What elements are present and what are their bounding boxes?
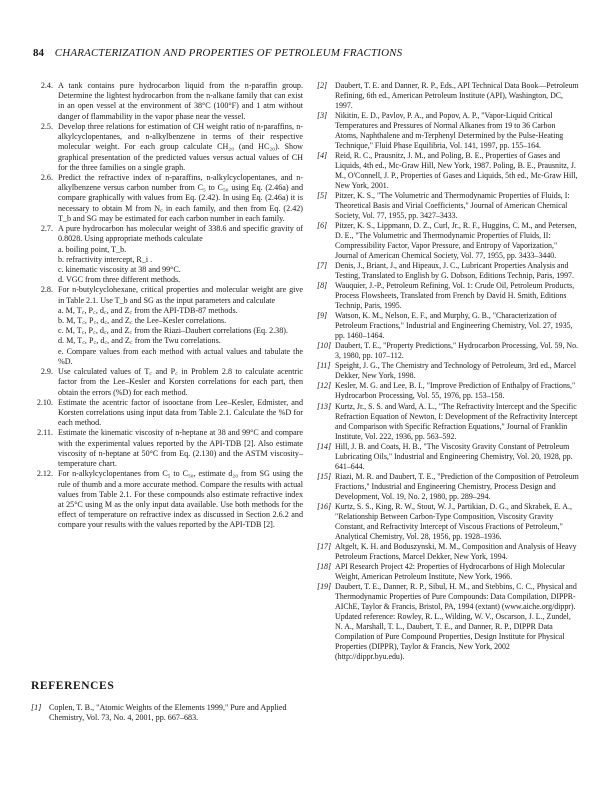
reference-number: [6] [317, 221, 328, 231]
reference-item [317, 151, 579, 191]
reference-number: [12] [317, 381, 332, 391]
reference-number: [18] [317, 561, 332, 571]
reference-number: [2] [317, 81, 328, 90]
problem-number: 2.12. [36, 469, 53, 479]
problem-subitem: c. M, T꜀, P꜀, d꜀, and Z꜀ from the Riazi–Daubert correlations (Eq. 2.38). [58, 326, 288, 336]
problem-text: A pure hydrocarbon has molecular weight of 338.6 and specific gravity of 0.8028. Using appropriate methods calculate [58, 224, 303, 244]
reference-text: Riazi, M. R. and Daubert, T. E., "Prediction of the Composition of Petroleum Fractions," Industrial and Engineering Chemistry, Process Design and Development, Vol. 19, No. 2, 1980, pp. 289–294. [335, 471, 579, 501]
reference-text: Pitzer, K. S., Lippmann, D. Z., Curl, Jr., R. F., Huggins, C. M., and Petersen, D. E., "The Volumetric and Thermodynamic Properties of Fluids, II: Compressibility Factor, Vapor Pressure, and Entropy of Vaporization," Journal of American Chemical Society, Vol. 77, 1955, pp. 3433–3440. [335, 221, 577, 261]
problem-subitem: d. VGC from three different methods. [58, 275, 181, 285]
problem-text: Estimate the acentric factor of isooctane from Lee–Kesler, Edmister, and Korsten correlations using input data from Table 2.1. Calculate the %D for each method. [58, 397, 303, 428]
problem-text: Predict the refractive index of n-paraffins, n-alkylcyclopentanes, and n-alkylbenzene versus carbon number from C₅ to C₅₀ using Eq. (2.46a) and compare graphically with values from Eq. (2.42). In using Eq. (2.46a) it is necessary to obtain M from N꜀ in each family, and then from Eq. (2.42) T_b and SG may be estimated for each carbon number in each family. [58, 172, 303, 223]
references-left [31, 703, 303, 724]
references-heading: REFERENCES [31, 680, 115, 692]
reference-text: Kurtz, S. S., King, R. W., Stout, W. J., Partikian, D. G., and Skrabek, E. A., "Relationship Between Carbon-Type Composition, Viscosity Gravity Constant, and Refractivity Intercept of Viscous Fractions of Petroleum," Analytical Chemistry, Vol. 28, 1956, pp. 1928–1936. [335, 501, 572, 541]
reference-item [317, 311, 579, 341]
problem-subitem: c. kinematic viscosity at 38 and 99°C. [58, 264, 181, 274]
reference-item [317, 261, 579, 281]
reference-text: Daubert, T. E., "Property Predictions," Hydrocarbon Processing, Vol. 59, No. 3, 1980, pp. 107–112. [335, 341, 578, 361]
reference-item [317, 442, 579, 472]
problem-number: 2.8. [40, 285, 53, 295]
running-header [33, 47, 573, 59]
reference-text: Denis, J., Briant, J., and Hipeaux, J. C., Lubricant Properties Analysis and Testing, Translated to English by G. Dobson, Editions Technip, Paris, 1997. [335, 261, 574, 281]
problem-number: 2.4. [40, 81, 53, 90]
problem-item [31, 224, 303, 285]
problem-subitem: d. M, T꜀, P꜀, d꜀, and Z꜀ from the Twu correlations. [58, 336, 221, 346]
reference-number: [16] [317, 501, 332, 511]
reference-text: Kesler, M. G. and Lee, B. I., "Improve Prediction of Enthalpy of Fractions," Hydrocarbon Processing, Vol. 55, 1976, pp. 153–158. [335, 381, 576, 401]
problem-number: 2.10. [36, 397, 53, 407]
reference-item [317, 582, 579, 662]
problem-item [31, 398, 303, 429]
reference-number: [4] [317, 151, 328, 161]
reference-text: Nikitin, E. D., Pavlov, P. A., and Popov, A. P., "Vapor-Liquid Critical Temperatures and Pressures of Normal Alkanes from 19 to 36 Carbon Atoms, Naphthalene and m-Terphenyl Determined by the Pulse-Heating Technique," Fluid Phase Equilibria, Vol. 141, 1997, pp. 155–164. [335, 111, 564, 151]
reference-item [317, 221, 579, 261]
problem-item [31, 122, 303, 173]
reference-number: [15] [317, 471, 332, 481]
reference-item [317, 361, 579, 381]
problem-number: 2.11. [37, 428, 53, 438]
problem-text: For n-butylcyclohexane, critical properties and molecular weight are give in Table 2.1. Use T_b and SG as the input parameters and calculate [58, 285, 303, 305]
reference-text: Daubert, T. E. and Danner, R. P., Eds., API Technical Data Book—Petroleum Refining, 6th ed., American Petroleum Institute (API), Washington, DC, 1997. [335, 81, 579, 111]
problem-item [31, 173, 303, 224]
problem-item [31, 428, 303, 469]
reference-number: [8] [317, 281, 328, 291]
reference-item [317, 81, 579, 111]
reference-item [317, 191, 579, 221]
reference-number: [19] [317, 581, 332, 591]
reference-item [317, 281, 579, 311]
reference-text: Kurtz, Jr., S. S. and Ward, A. L., "The Refractivity Intercept and the Specific Refraction Equation of Newton, I: Development of the Refractivity Intercept and Comparison with Specific Refraction Equations," Journal of Franklin Institute, Vol. 222, 1936, pp. 563–592. [335, 401, 578, 441]
reference-number: [3] [317, 111, 328, 121]
problem-number: 2.9. [40, 367, 53, 377]
problem-text: Develop three relations for estimation of CH weight ratio of n-paraffins, n-alkylcyclopentanes, and n-alkylbenzene in terms of their respective molecular weight. For each group calculate CH₂₀ (and HC₂₀). Show graphical presentation of the predicted values versus actual values of CH for the three families on a single graph. [58, 121, 303, 172]
reference-text: Watson, K. M., Nelson, E. F., and Murphy, G. B., "Characterization of Petroleum Fractions," Industrial and Engineering Chemistry, Vol. 27, 1935, pp. 1460–1464. [335, 311, 573, 341]
problem-number: 2.5. [40, 121, 53, 131]
reference-text: Hill, J. B. and Coats, H. B., "The Viscosity Gravity Constant of Petroleum Lubricating Oils," Industrial and Engineering Chemistry, Vol. 20, 1928, pp. 641–644. [335, 441, 573, 471]
problem-subitem: e. Compare values from each method with actual values and tabulate the %D. [58, 346, 303, 366]
problem-text: Use calculated values of T꜀ and P꜀ in Problem 2.8 to calculate acentric factor from the Lee–Kesler and Korsten correlations for each part, then obtain the errors (%D) for each method. [58, 367, 303, 397]
reference-number: [11] [317, 361, 331, 371]
reference-number: [7] [317, 261, 328, 271]
problem-text: Estimate the kinematic viscosity of n-heptane at 38 and 99°C and compare with the experimental values reported by the API-TDB [2]. Also estimate viscosity of n-heptane at 50°C from Eq. (2.130) and the ASTM viscosity–temperature chart. [58, 428, 303, 469]
problem-text: A tank contains pure hydrocarbon liquid from the n-paraffin group. Determine the lightest hydrocarbon from the n-alkane family that can exist in an open vessel at the environment of 38°C (100°F) and 1 atm without danger of flammability in the vapor phase near the vessel. [58, 81, 303, 121]
reference-number: [10] [317, 341, 332, 351]
reference-text: Reid, R. C., Prausnitz, J. M., and Poling, B. E., Properties of Gases and Liquids, 4th ed., Mc-Graw Hill, New York, 1987. Poling, B. E., Prausnitz, J. M., O'Connell, J. P., Properties of Gases and Liquids, 5th ed., Mc-Graw Hill, New York, 2001. [335, 151, 578, 191]
problem-item [31, 469, 303, 530]
reference-item [317, 111, 579, 151]
reference-item [31, 703, 303, 724]
reference-text: Speight, J. G., The Chemistry and Technology of Petroleum, 3rd ed., Marcel Dekker, New York, 1998. [335, 361, 577, 381]
reference-text: Coplen, T. B., "Atomic Weights of the Elements 1999," Pure and Applied Chemistry, Vol. 73, No. 4, 2001, pp. 667–683. [49, 703, 287, 723]
reference-number: [17] [317, 541, 332, 551]
problem-text: For n-alkylcyclopentanes from C₅ to C₅₀, estimate d₂₀ from SG using the rule of thumb and a more accurate method. Compare the results with actual values from Table 2.1. For these compounds also estimate refractive index at 25°C using M as the only input data available. Use both methods for the effect of temperature on refractive index as discussed in Section 2.6.2 and compare your results with the values reported by the API-TDB [2]. [58, 469, 303, 530]
page-number: 84 [33, 47, 44, 59]
reference-number: [1] [31, 703, 42, 712]
references-right [317, 81, 579, 662]
problem-item [31, 81, 303, 122]
reference-item [317, 381, 579, 401]
reference-text: API Research Project 42: Properties of Hydrocarbons of High Molecular Weight, American Petroleum Institute, New York, 1966. [335, 561, 565, 581]
reference-number: [5] [317, 191, 328, 201]
problem-item [31, 367, 303, 398]
reference-text: Daubert, T. E., Danner, R. P., Sibul, H. M., and Stebbins, C. C., Physical and Thermodynamic Properties of Pure Compounds: Data Compilation, DIPPR-AIChE, Taylor & Francis, Bristol, PA, 1994 (extant) (www.aiche.org/dippr). Updated reference: Rowley, R. L., Wilding, W. V., Oscarson, J. L., Zundel, N. A., Marshall, T. L., Daubert, T. E., and Danner, R. P., DIPPR Data Compilation of Pure Compound Properties, Design Institute for Physical Properties (DIPPR), Taylor & Francis, New York, 2002 (http://dippr.byu.edu). [335, 581, 577, 661]
problem-number: 2.7. [40, 224, 53, 234]
problem-number: 2.6. [40, 172, 53, 182]
reference-text: Wauquier, J.-P., Petroleum Refining, Vol. 1: Crude Oil, Petroleum Products, Process Flowsheets, Translated from French by David H. Smith, Editions Technip, Paris, 1995. [335, 281, 575, 311]
reference-item [317, 502, 579, 542]
reference-text: Altgelt, K. H. and Boduszynski, M. M., Composition and Analysis of Heavy Petroleum Fractions, Marcel Dekker, New York, 1994. [335, 541, 577, 561]
problem-subitem: b. M, T꜀, P꜀, d꜀, and Z꜀ the Lee–Kesler correlations. [58, 316, 227, 326]
problem-subitem: b. refractivity intercept, R_i . [58, 254, 153, 264]
reference-text: Pitzer, K. S., "The Volumetric and Thermodynamic Properties of Fluids, I: Theoretical Basis and Virial Coefficients," Journal of American Chemical Society, Vol. 77, 1955, pp. 3427–3433. [335, 191, 570, 221]
reference-item [317, 402, 579, 442]
reference-number: [14] [317, 441, 332, 451]
problem-subitem: a. M, T꜀, P꜀, d꜀, and Z꜀ from the API-TDB-87 methods. [58, 305, 238, 315]
problem-item [31, 285, 303, 367]
reference-number: [9] [317, 311, 328, 321]
reference-item [317, 562, 579, 582]
problems-column [31, 81, 303, 531]
problem-subitem: a. boiling point, T_b. [58, 244, 127, 254]
reference-number: [13] [317, 401, 332, 411]
reference-item [317, 472, 579, 502]
reference-item [317, 542, 579, 562]
running-title: CHARACTERIZATION AND PROPERTIES OF PETROLEUM FRACTIONS [54, 47, 403, 59]
reference-item [317, 341, 579, 361]
